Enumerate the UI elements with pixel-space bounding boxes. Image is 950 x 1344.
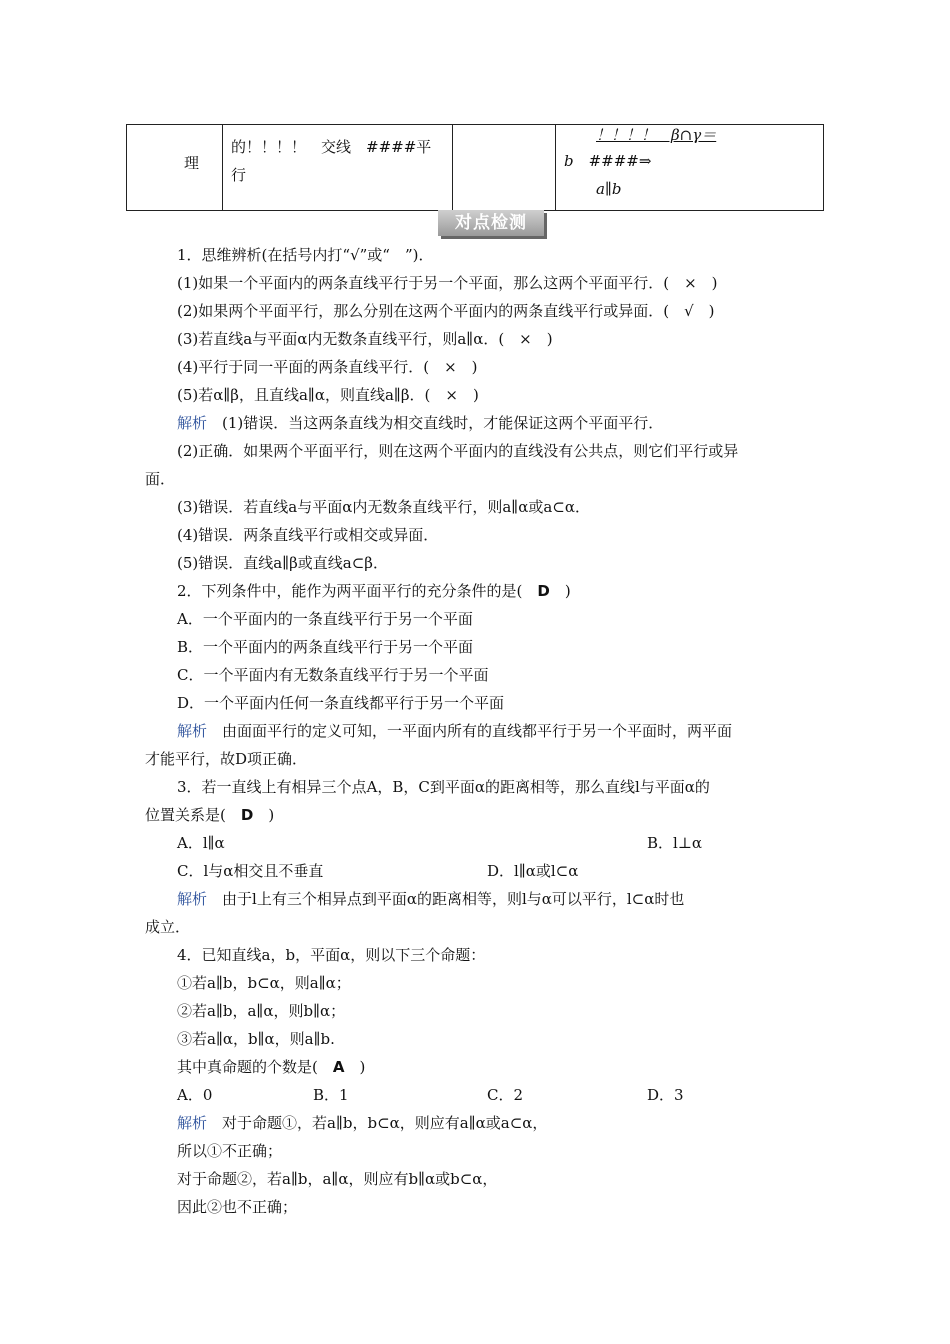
analysis-label: 解析 (177, 722, 208, 740)
q3-option-b: B．l⊥α (647, 834, 703, 852)
q4-analysis-line4: 因此②也不正确； (177, 1198, 298, 1216)
q2-option-c: C．一个平面内有无数条直线平行于另一个平面 (177, 666, 489, 684)
table-cell-language (223, 125, 453, 211)
q4-option-b: B．1 (313, 1086, 349, 1104)
table-cell-label (127, 125, 223, 211)
q4-answer: A (332, 1058, 345, 1076)
q3-answer: D (240, 806, 254, 824)
q3-option-d: D．l∥α或l⊂α (487, 862, 579, 880)
q4-proposition-3: ③若a∥α，b∥α，则a∥b. (177, 1030, 335, 1048)
q1-analysis-line3: 面． (145, 470, 176, 488)
table-cell-language-line1: 的！！！！ 交线 ####平 (231, 138, 432, 156)
q3-analysis-line2: 成立． (145, 918, 191, 936)
analysis-label: 解析 (177, 1114, 208, 1132)
q3-stem-line2: 位置关系是( D ) (145, 806, 275, 824)
q1-item-1: (1)如果一个平面内的两条直线平行于另一个平面，那么这两个平面平行．( × ) (177, 274, 718, 292)
q1-analysis-line2: (2)正确．如果两个平面平行，则在这两个平面内的直线没有公共点，则它们平行或异 (177, 442, 739, 460)
table-cell-figure (453, 125, 556, 211)
q4-proposition-1: ①若a∥b，b⊂α，则a∥α； (177, 974, 351, 992)
q1-analysis-line4: (3)错误．若直线a与平面α内无数条直线平行，则a∥α或a⊂α． (177, 498, 590, 516)
table-cell-symbol-line2: b ####⇒ (564, 152, 652, 170)
q4-option-c: C．2 (487, 1086, 524, 1104)
theorem-table (126, 124, 824, 211)
analysis-label: 解析 (177, 890, 208, 908)
q3-option-a: A．l∥α (177, 834, 225, 852)
q4-analysis-line1: 解析 对于命题①，若a∥b，b⊂α，则应有a∥α或a⊂α， (177, 1114, 548, 1132)
q1-item-3: (3)若直线a与平面α内无数条直线平行，则a∥α．( × ) (177, 330, 553, 348)
q4-analysis-line3: 对于命题②，若a∥b，a∥α，则应有b∥α或b⊂α， (177, 1170, 498, 1188)
q2-option-b: B．一个平面内的两条直线平行于另一个平面 (177, 638, 474, 656)
q2-answer: D (537, 582, 550, 600)
q2-analysis-line1: 解析 由面面平行的定义可知，一平面内所有的直线都平行于另一个平面时，两平面 (177, 722, 733, 740)
q1-analysis-line6: (5)错误．直线a∥β或直线a⊂β． (177, 554, 388, 572)
q2-option-a: A．一个平面内的一条直线平行于另一个平面 (177, 610, 473, 628)
section-banner: 对点检测 (438, 210, 544, 236)
table-cell-symbol-line3: a∥b (596, 180, 622, 198)
q1-analysis-line5: (4)错误．两条直线平行或相交或异面． (177, 526, 439, 544)
q2-option-d: D．一个平面内任何一条直线都平行于另一个平面 (177, 694, 505, 712)
q1-item-4: (4)平行于同一平面的两条直线平行．( × ) (177, 358, 478, 376)
analysis-label: 解析 (177, 414, 208, 432)
q2-stem: 2．下列条件中，能作为两平面平行的充分条件的是( D ) (177, 582, 571, 600)
q4-option-a: A．0 (177, 1086, 213, 1104)
table-cell-symbol (556, 125, 824, 211)
q1-item-5: (5)若α∥β，且直线a∥α，则直线a∥β．( × ) (177, 386, 479, 404)
q2-analysis-line2: 才能平行，故D项正确． (145, 750, 308, 768)
q4-ask: 其中真命题的个数是( A ) (177, 1058, 366, 1076)
q1-analysis-line1: 解析 (1)错误．当这两条直线为相交直线时，才能保证这两个平面平行． (177, 414, 664, 432)
q4-proposition-2: ②若a∥b，a∥α，则b∥α； (177, 1002, 346, 1020)
q4-option-d: D．3 (647, 1086, 684, 1104)
q4-stem: 4．已知直线a，b，平面α，则以下三个命题： (177, 946, 486, 964)
q3-analysis-line1: 解析 由于l上有三个相异点到平面α的距离相等，则l与α可以平行，l⊂α时也 (177, 890, 685, 908)
q1-item-2: (2)如果两个平面平行，那么分别在这两个平面内的两条直线平行或异面．( √ ) (177, 302, 715, 320)
q3-stem-line1: 3．若一直线上有相异三个点A，B，C到平面α的距离相等，那么直线l与平面α的 (177, 778, 710, 796)
table-cell-symbol-line1: ！！！！ β∩γ＝ (596, 126, 717, 144)
q4-analysis-line2: 所以①不正确； (177, 1142, 283, 1160)
q3-option-c: C．l与α相交且不垂直 (177, 862, 324, 880)
q1-stem: 1．思维辨析(在括号内打“√”或“ ”)． (177, 246, 434, 264)
table-cell-label-text: 理 (184, 154, 200, 172)
table-cell-language-line2: 行 (231, 166, 247, 184)
